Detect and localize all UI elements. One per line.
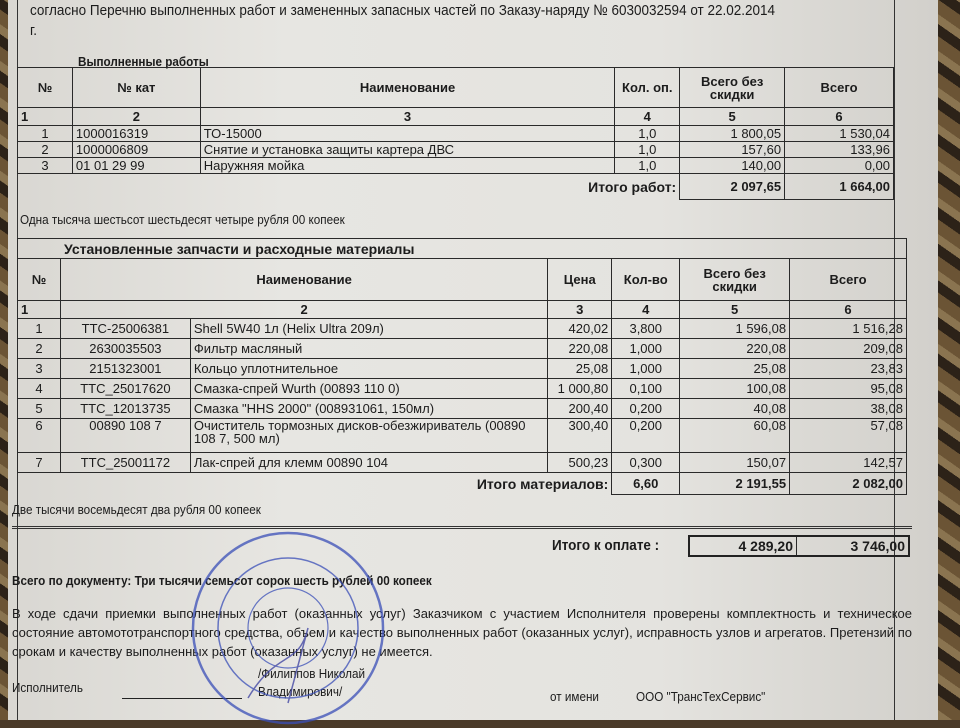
company-name: ООО "ТрансТехСервис" — [636, 689, 766, 704]
cell: 0,200 — [612, 399, 680, 419]
table-row — [18, 419, 907, 453]
cell: 220,08 — [548, 339, 612, 359]
header-cell: Всего — [790, 259, 907, 301]
cell: 200,40 — [548, 399, 612, 419]
cell: 220,08 — [680, 339, 790, 359]
cell: 60,08 — [680, 419, 790, 453]
table-row — [18, 379, 907, 399]
cell: 0,00 — [785, 158, 894, 174]
company-stamp — [188, 528, 388, 728]
cell: 5 — [18, 399, 61, 419]
cell: 140,00 — [680, 158, 785, 174]
works-table — [17, 67, 894, 200]
cell: 133,96 — [785, 142, 894, 158]
cell: Shell 5W40 1л (Helix Ultra 209л) — [190, 319, 547, 339]
divider — [12, 526, 912, 529]
grand-total-box — [688, 535, 910, 557]
cell: 2 — [18, 142, 73, 158]
header-cell: Цена — [548, 259, 612, 301]
cell: 1 — [18, 319, 61, 339]
table-row — [18, 158, 894, 174]
signature-role: Исполнитель — [12, 680, 83, 695]
cell: Смазка-спрей Wurth (00893 110 0) — [190, 379, 547, 399]
header-cell: Наименование — [60, 259, 547, 301]
cell: 38,08 — [790, 399, 907, 419]
cell: ТО-15000 — [200, 126, 615, 142]
header-cell: Всего без скидки — [680, 68, 785, 108]
cell: 1,000 — [612, 359, 680, 379]
cell: 01 01 29 99 — [72, 158, 200, 174]
header-cell: № кат — [72, 68, 200, 108]
works-title: Выполненные работы — [78, 54, 209, 69]
colnum-cell: 3 — [548, 301, 612, 319]
table-row — [18, 359, 907, 379]
cell: 40,08 — [680, 399, 790, 419]
table-row — [18, 126, 894, 142]
cell: 1,0 — [615, 142, 680, 158]
materials-title: Установленные запчасти и расходные материалы — [18, 239, 907, 259]
cell: Фильтр масляный — [190, 339, 547, 359]
cell: 142,57 — [790, 453, 907, 473]
cell: Снятие и установка защиты картера ДВС — [200, 142, 615, 158]
materials-colnum-row — [18, 301, 907, 319]
cell: 1 800,05 — [680, 126, 785, 142]
table-row — [18, 142, 894, 158]
table-row — [18, 339, 907, 359]
total-no-discount: 2 191,55 — [680, 473, 790, 495]
colnum-cell: 2 — [60, 301, 547, 319]
cell: 95,08 — [790, 379, 907, 399]
header-cell: № — [18, 68, 73, 108]
table-row — [18, 319, 907, 339]
cell: 1000016319 — [72, 126, 200, 142]
cell: 0,100 — [612, 379, 680, 399]
cell: Лак-спрей для клемм 00890 104 — [190, 453, 547, 473]
cell: 1 596,08 — [680, 319, 790, 339]
cell: Кольцо уплотнительное — [190, 359, 547, 379]
table-row — [18, 399, 907, 419]
cell: 300,40 — [548, 419, 612, 453]
cell: 25,08 — [548, 359, 612, 379]
colnum-cell: 6 — [785, 108, 894, 126]
cell: 7 — [18, 453, 61, 473]
cell: 1 516,28 — [790, 319, 907, 339]
materials-title-row — [18, 239, 907, 259]
acceptance-paragraph: В ходе сдачи приемки выполненных работ (оказанных услуг) Заказчиком с участием Исполнителя проверены комплектность и техническое состояние автомототранспортного средства, объем и качество выполненных работ (оказанных услуг), исправность узлов и агрегатов. Претензий по срокам и качеству выполненных работ (оказанных услуг) не имеется. — [12, 606, 912, 659]
cell: 0,200 — [612, 419, 680, 453]
cell: 6 — [18, 419, 61, 453]
total-label: Итого работ: — [588, 178, 677, 195]
works-colnum-row — [18, 108, 894, 126]
cell: 500,23 — [548, 453, 612, 473]
materials-table — [17, 238, 907, 495]
cell: 1,0 — [615, 126, 680, 142]
cell: 1000006809 — [72, 142, 200, 158]
colnum-cell: 3 — [200, 108, 615, 126]
colnum-cell: 1 — [18, 301, 61, 319]
colnum-cell: 4 — [612, 301, 680, 319]
header-cell: Кол-во — [612, 259, 680, 301]
cell: 420,02 — [548, 319, 612, 339]
cell: 2151323001 — [60, 359, 190, 379]
on-behalf-label: от имени — [550, 689, 599, 704]
grand-total-value: 3 746,00 — [797, 536, 910, 556]
grand-total-no-discount: 4 289,20 — [689, 536, 797, 556]
cell: 1,000 — [612, 339, 680, 359]
cell: 25,08 — [680, 359, 790, 379]
total-label: Итого материалов: — [476, 475, 609, 492]
materials-header-row — [18, 259, 907, 301]
document-total-in-words: Всего по документу: Три тысячи семьсот сорок шесть рублей 00 копеек — [12, 573, 432, 588]
materials-in-words: Две тысячи восемьдесят два рубля 00 копеек — [12, 502, 261, 517]
cell: TTC_25001172 — [60, 453, 190, 473]
total-value: 1 664,00 — [785, 174, 894, 200]
works-header-row — [18, 68, 894, 108]
cell: 100,08 — [680, 379, 790, 399]
cell: 1 — [18, 126, 73, 142]
cell: 4 — [18, 379, 61, 399]
total-no-discount: 2 097,65 — [680, 174, 785, 200]
cell: TTC_12013735 — [60, 399, 190, 419]
cell: Очиститель тормозных дисков-обезжириватель (00890 108 7, 500 мл) — [190, 419, 547, 453]
cell: 57,08 — [790, 419, 907, 453]
colnum-cell: 5 — [680, 301, 790, 319]
colnum-cell: 1 — [18, 108, 73, 126]
cell: Смазка "HHS 2000" (008931061, 150мл) — [190, 399, 547, 419]
cell: TTC-25006381 — [60, 319, 190, 339]
cell: 2 — [18, 339, 61, 359]
signature-scribble — [248, 628, 308, 703]
grand-total-label: Итого к оплате : — [552, 537, 660, 554]
colnum-cell: 2 — [72, 108, 200, 126]
colnum-cell: 6 — [790, 301, 907, 319]
signer-name-2: Владимирович/ — [258, 684, 343, 699]
colnum-cell: 4 — [615, 108, 680, 126]
works-in-words: Одна тысяча шестьсот шестьдесят четыре рубля 00 копеек — [20, 212, 345, 227]
cell: 23,83 — [790, 359, 907, 379]
header-cell: Всего без скидки — [680, 259, 790, 301]
cell: 1 530,04 — [785, 126, 894, 142]
cell: Наружняя мойка — [200, 158, 615, 174]
colnum-cell: 5 — [680, 108, 785, 126]
cell: 0,300 — [612, 453, 680, 473]
intro-line-2: г. — [30, 22, 38, 39]
cell: 157,60 — [680, 142, 785, 158]
signer-name-1: /Филиппов Николай — [258, 666, 366, 681]
cell: 3 — [18, 359, 61, 379]
header-cell: № — [18, 259, 61, 301]
works-total-row — [18, 174, 894, 200]
cell: TTC_25017620 — [60, 379, 190, 399]
total-qty: 6,60 — [612, 473, 680, 495]
cell: 150,07 — [680, 453, 790, 473]
cell: 00890 108 7 — [60, 419, 190, 453]
total-value: 2 082,00 — [790, 473, 907, 495]
cell: 1,0 — [615, 158, 680, 174]
cell: 2630035503 — [60, 339, 190, 359]
table-row — [18, 453, 907, 473]
cell: 209,08 — [790, 339, 907, 359]
cell: 3 — [18, 158, 73, 174]
header-cell: Кол. оп. — [615, 68, 680, 108]
header-cell: Наименование — [200, 68, 615, 108]
header-cell: Всего — [785, 68, 894, 108]
cell: 1 000,80 — [548, 379, 612, 399]
intro-line: согласно Перечню выполненных работ и замененных запасных частей по Заказу-наряду № 6030032594 от 22.02.2014 — [30, 2, 776, 19]
materials-total-row — [18, 473, 907, 495]
cell: 3,800 — [612, 319, 680, 339]
